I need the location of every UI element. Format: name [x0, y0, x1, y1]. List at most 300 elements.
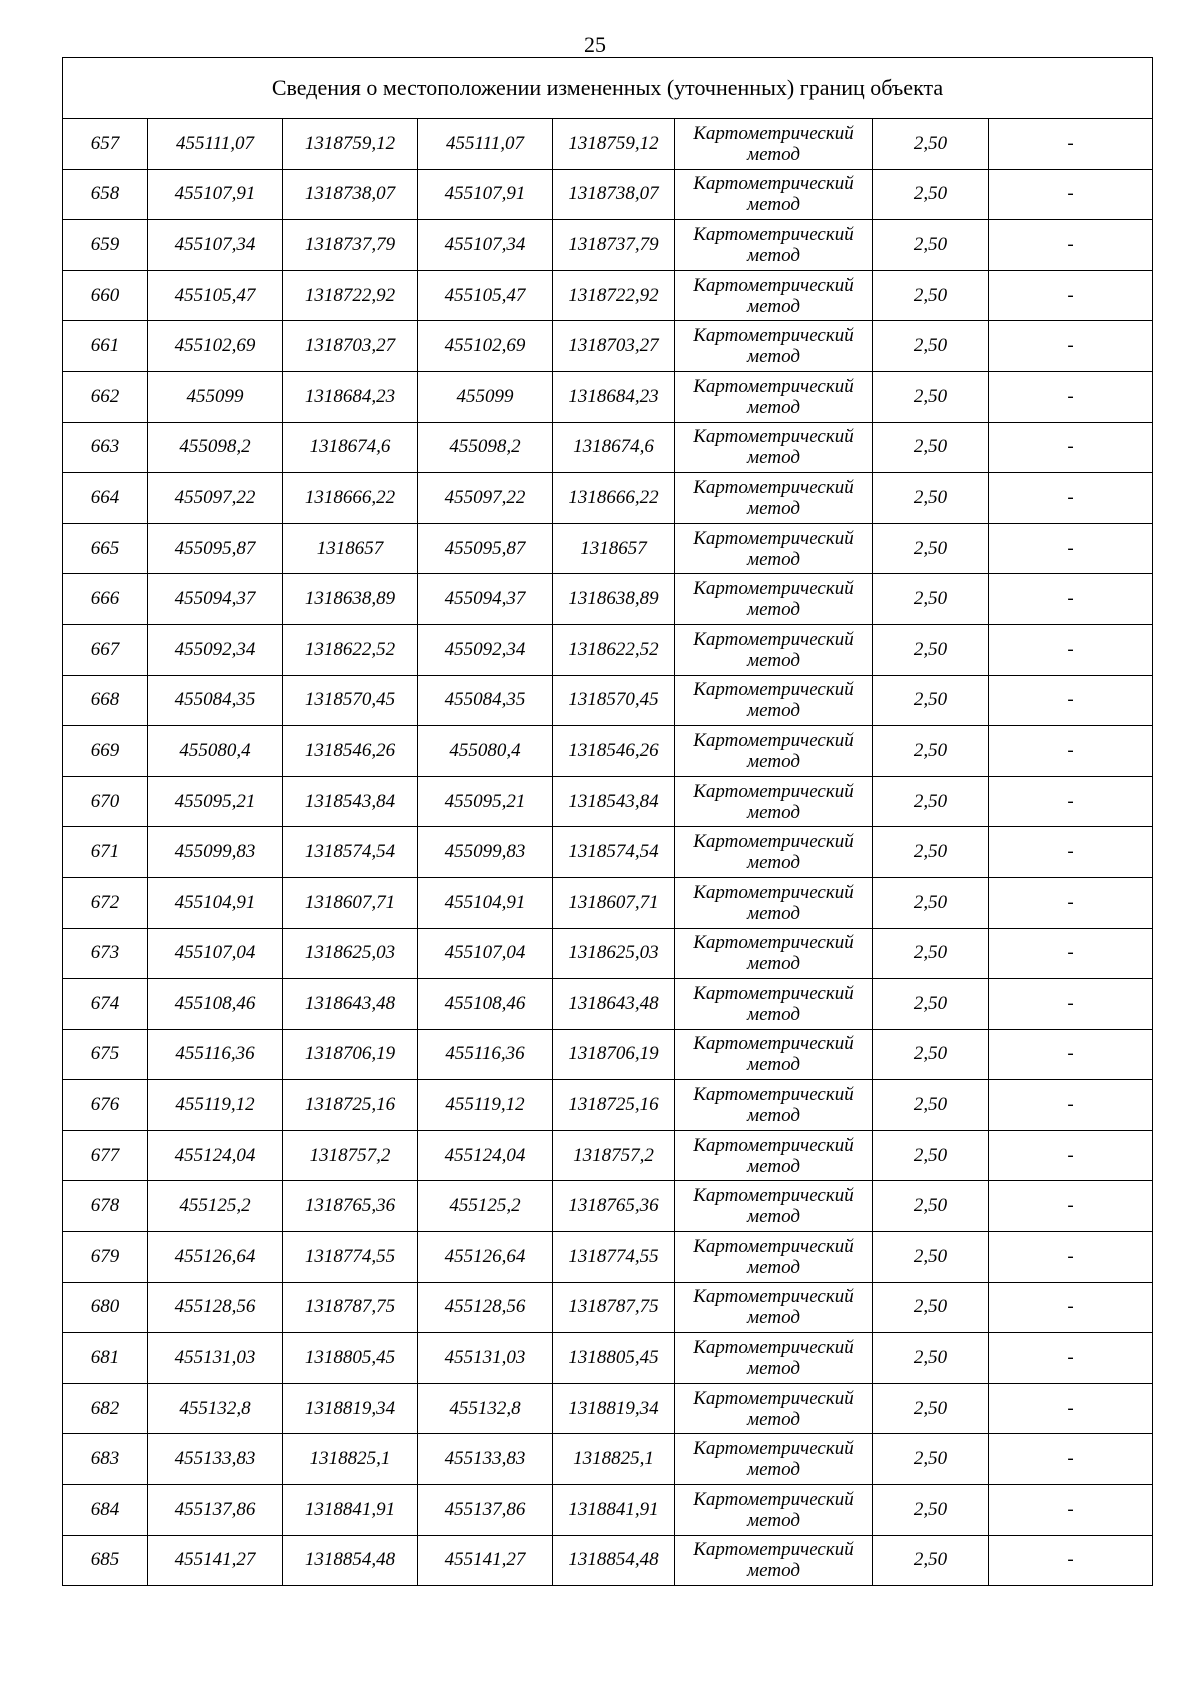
method-line-1: Картометрический [693, 325, 854, 347]
accuracy-cell: 2,50 [873, 979, 989, 1030]
existing-y-cell: 1318738,07 [283, 169, 418, 220]
method-line-2: метод [747, 497, 800, 519]
existing-y-cell: 1318546,26 [283, 726, 418, 777]
table-row [63, 776, 1153, 827]
refined-x-cell: 455126,64 [418, 1232, 553, 1283]
note-cell: - [989, 169, 1153, 220]
note-cell: - [989, 1485, 1153, 1536]
existing-y-cell: 1318570,45 [283, 675, 418, 726]
method-line-1: Картометрический [693, 476, 854, 498]
existing-x-cell: 455095,21 [148, 776, 283, 827]
note-cell: - [989, 1232, 1153, 1283]
method-line-2: метод [747, 346, 800, 368]
point-number-cell: 673 [63, 928, 148, 979]
existing-y-cell: 1318854,48 [283, 1535, 418, 1586]
existing-x-cell: 455126,64 [148, 1232, 283, 1283]
method-line-1: Картометрический [693, 932, 854, 954]
refined-y-cell: 1318819,34 [553, 1383, 675, 1434]
method-cell [675, 169, 873, 220]
method-cell [675, 1434, 873, 1485]
point-number-cell: 660 [63, 270, 148, 321]
method-line-1: Картометрический [693, 223, 854, 245]
note-cell: - [989, 827, 1153, 878]
existing-x-cell: 455099 [148, 371, 283, 422]
point-number-cell: 679 [63, 1232, 148, 1283]
refined-x-cell: 455133,83 [418, 1434, 553, 1485]
refined-y-cell: 1318684,23 [553, 371, 675, 422]
method-cell [675, 1181, 873, 1232]
method-cell [675, 1029, 873, 1080]
refined-y-cell: 1318570,45 [553, 675, 675, 726]
table-row [63, 321, 1153, 372]
table-row [63, 624, 1153, 675]
refined-x-cell: 455102,69 [418, 321, 553, 372]
existing-x-cell: 455116,36 [148, 1029, 283, 1080]
point-number-cell: 664 [63, 473, 148, 524]
table-row [63, 270, 1153, 321]
refined-x-cell: 455128,56 [418, 1282, 553, 1333]
accuracy-cell: 2,50 [873, 523, 989, 574]
refined-y-cell: 1318725,16 [553, 1080, 675, 1131]
existing-x-cell: 455092,34 [148, 624, 283, 675]
note-cell: - [989, 371, 1153, 422]
table-row [63, 422, 1153, 473]
refined-x-cell: 455137,86 [418, 1485, 553, 1536]
accuracy-cell: 2,50 [873, 220, 989, 271]
note-cell: - [989, 877, 1153, 928]
point-number-cell: 666 [63, 574, 148, 625]
existing-y-cell: 1318607,71 [283, 877, 418, 928]
accuracy-cell: 2,50 [873, 624, 989, 675]
table-title: Сведения о местоположении измененных (уточненных) границ объекта [63, 58, 1153, 119]
refined-y-cell: 1318607,71 [553, 877, 675, 928]
table-row [63, 1535, 1153, 1586]
point-number-cell: 671 [63, 827, 148, 878]
method-cell [675, 675, 873, 726]
refined-y-cell: 1318737,79 [553, 220, 675, 271]
existing-x-cell: 455098,2 [148, 422, 283, 473]
point-number-cell: 678 [63, 1181, 148, 1232]
point-number-cell: 667 [63, 624, 148, 675]
note-cell: - [989, 1181, 1153, 1232]
point-number-cell: 665 [63, 523, 148, 574]
refined-x-cell: 455119,12 [418, 1080, 553, 1131]
method-cell [675, 574, 873, 625]
accuracy-cell: 2,50 [873, 726, 989, 777]
refined-y-cell: 1318722,92 [553, 270, 675, 321]
refined-x-cell: 455099 [418, 371, 553, 422]
method-line-1: Картометрический [693, 1438, 854, 1460]
existing-y-cell: 1318706,19 [283, 1029, 418, 1080]
point-number-cell: 672 [63, 877, 148, 928]
table-row [63, 574, 1153, 625]
refined-y-cell: 1318787,75 [553, 1282, 675, 1333]
existing-y-cell: 1318625,03 [283, 928, 418, 979]
existing-y-cell: 1318825,1 [283, 1434, 418, 1485]
method-line-2: метод [747, 1054, 800, 1076]
refined-x-cell: 455107,34 [418, 220, 553, 271]
method-line-2: метод [747, 1155, 800, 1177]
method-line-1: Картометрический [693, 1033, 854, 1055]
existing-x-cell: 455125,2 [148, 1181, 283, 1232]
note-cell: - [989, 1029, 1153, 1080]
method-line-1: Картометрический [693, 1134, 854, 1156]
table-row [63, 1485, 1153, 1536]
refined-y-cell: 1318657 [553, 523, 675, 574]
note-cell: - [989, 1130, 1153, 1181]
method-line-2: метод [747, 700, 800, 722]
method-line-1: Картометрический [693, 527, 854, 549]
method-line-2: метод [747, 649, 800, 671]
existing-x-cell: 455141,27 [148, 1535, 283, 1586]
accuracy-cell: 2,50 [873, 169, 989, 220]
refined-x-cell: 455098,2 [418, 422, 553, 473]
point-number-cell: 681 [63, 1333, 148, 1384]
accuracy-cell: 2,50 [873, 776, 989, 827]
refined-x-cell: 455097,22 [418, 473, 553, 524]
method-cell [675, 270, 873, 321]
method-line-1: Картометрический [693, 679, 854, 701]
method-line-1: Картометрический [693, 173, 854, 195]
existing-x-cell: 455107,91 [148, 169, 283, 220]
refined-x-cell: 455080,4 [418, 726, 553, 777]
existing-y-cell: 1318643,48 [283, 979, 418, 1030]
table-row [63, 1282, 1153, 1333]
point-number-cell: 685 [63, 1535, 148, 1586]
method-cell [675, 422, 873, 473]
existing-x-cell: 455080,4 [148, 726, 283, 777]
note-cell: - [989, 270, 1153, 321]
existing-x-cell: 455097,22 [148, 473, 283, 524]
method-cell [675, 624, 873, 675]
note-cell: - [989, 1282, 1153, 1333]
method-line-2: метод [747, 599, 800, 621]
table-title-row [63, 58, 1153, 119]
method-cell [675, 220, 873, 271]
existing-x-cell: 455124,04 [148, 1130, 283, 1181]
refined-x-cell: 455084,35 [418, 675, 553, 726]
note-cell: - [989, 422, 1153, 473]
accuracy-cell: 2,50 [873, 827, 989, 878]
method-line-2: метод [747, 396, 800, 418]
point-number-cell: 674 [63, 979, 148, 1030]
method-line-1: Картометрический [693, 1539, 854, 1561]
method-line-1: Картометрический [693, 578, 854, 600]
accuracy-cell: 2,50 [873, 1333, 989, 1384]
existing-x-cell: 455099,83 [148, 827, 283, 878]
method-cell [675, 1282, 873, 1333]
accuracy-cell: 2,50 [873, 371, 989, 422]
existing-y-cell: 1318774,55 [283, 1232, 418, 1283]
refined-x-cell: 455132,8 [418, 1383, 553, 1434]
existing-y-cell: 1318622,52 [283, 624, 418, 675]
method-line-2: метод [747, 801, 800, 823]
accuracy-cell: 2,50 [873, 675, 989, 726]
refined-y-cell: 1318666,22 [553, 473, 675, 524]
method-line-2: метод [747, 1509, 800, 1531]
refined-x-cell: 455111,07 [418, 119, 553, 170]
refined-y-cell: 1318825,1 [553, 1434, 675, 1485]
table-row [63, 220, 1153, 271]
point-number-cell: 683 [63, 1434, 148, 1485]
method-cell [675, 321, 873, 372]
existing-x-cell: 455104,91 [148, 877, 283, 928]
point-number-cell: 684 [63, 1485, 148, 1536]
refined-x-cell: 455095,21 [418, 776, 553, 827]
refined-y-cell: 1318805,45 [553, 1333, 675, 1384]
point-number-cell: 661 [63, 321, 148, 372]
method-line-1: Картометрический [693, 628, 854, 650]
method-cell [675, 877, 873, 928]
method-line-2: метод [747, 953, 800, 975]
point-number-cell: 659 [63, 220, 148, 271]
refined-y-cell: 1318643,48 [553, 979, 675, 1030]
existing-x-cell: 455132,8 [148, 1383, 283, 1434]
point-number-cell: 677 [63, 1130, 148, 1181]
existing-y-cell: 1318841,91 [283, 1485, 418, 1536]
refined-y-cell: 1318774,55 [553, 1232, 675, 1283]
method-line-1: Картометрический [693, 1185, 854, 1207]
refined-y-cell: 1318738,07 [553, 169, 675, 220]
existing-x-cell: 455133,83 [148, 1434, 283, 1485]
accuracy-cell: 2,50 [873, 1485, 989, 1536]
method-cell [675, 1485, 873, 1536]
method-cell [675, 979, 873, 1030]
existing-y-cell: 1318725,16 [283, 1080, 418, 1131]
point-number-cell: 657 [63, 119, 148, 170]
accuracy-cell: 2,50 [873, 1434, 989, 1485]
existing-x-cell: 455128,56 [148, 1282, 283, 1333]
method-line-1: Картометрический [693, 375, 854, 397]
refined-y-cell: 1318546,26 [553, 726, 675, 777]
refined-x-cell: 455131,03 [418, 1333, 553, 1384]
method-cell [675, 1080, 873, 1131]
point-number-cell: 669 [63, 726, 148, 777]
table-row [63, 1333, 1153, 1384]
method-line-1: Картометрический [693, 1387, 854, 1409]
accuracy-cell: 2,50 [873, 1130, 989, 1181]
method-cell [675, 523, 873, 574]
refined-x-cell: 455108,46 [418, 979, 553, 1030]
existing-y-cell: 1318684,23 [283, 371, 418, 422]
method-cell [675, 827, 873, 878]
table-row [63, 1130, 1153, 1181]
point-number-cell: 658 [63, 169, 148, 220]
accuracy-cell: 2,50 [873, 321, 989, 372]
existing-y-cell: 1318674,6 [283, 422, 418, 473]
method-cell [675, 776, 873, 827]
existing-x-cell: 455119,12 [148, 1080, 283, 1131]
note-cell: - [989, 473, 1153, 524]
accuracy-cell: 2,50 [873, 422, 989, 473]
point-number-cell: 682 [63, 1383, 148, 1434]
accuracy-cell: 2,50 [873, 1181, 989, 1232]
refined-y-cell: 1318543,84 [553, 776, 675, 827]
note-cell: - [989, 624, 1153, 675]
accuracy-cell: 2,50 [873, 1535, 989, 1586]
refined-y-cell: 1318622,52 [553, 624, 675, 675]
method-line-1: Картометрический [693, 831, 854, 853]
accuracy-cell: 2,50 [873, 1080, 989, 1131]
accuracy-cell: 2,50 [873, 1282, 989, 1333]
accuracy-cell: 2,50 [873, 270, 989, 321]
refined-x-cell: 455116,36 [418, 1029, 553, 1080]
table-row [63, 877, 1153, 928]
existing-x-cell: 455084,35 [148, 675, 283, 726]
table-row [63, 928, 1153, 979]
method-line-2: метод [747, 1206, 800, 1228]
note-cell: - [989, 220, 1153, 271]
existing-y-cell: 1318805,45 [283, 1333, 418, 1384]
method-line-1: Картометрический [693, 1084, 854, 1106]
table-row [63, 675, 1153, 726]
point-number-cell: 668 [63, 675, 148, 726]
existing-y-cell: 1318657 [283, 523, 418, 574]
existing-y-cell: 1318543,84 [283, 776, 418, 827]
method-cell [675, 119, 873, 170]
point-number-cell: 663 [63, 422, 148, 473]
method-line-2: метод [747, 1560, 800, 1582]
refined-y-cell: 1318759,12 [553, 119, 675, 170]
existing-x-cell: 455108,46 [148, 979, 283, 1030]
refined-y-cell: 1318638,89 [553, 574, 675, 625]
table-row [63, 827, 1153, 878]
method-line-2: метод [747, 1358, 800, 1380]
method-line-1: Картометрический [693, 426, 854, 448]
method-line-1: Картометрический [693, 881, 854, 903]
existing-x-cell: 455137,86 [148, 1485, 283, 1536]
existing-x-cell: 455094,37 [148, 574, 283, 625]
existing-x-cell: 455107,34 [148, 220, 283, 271]
method-line-2: метод [747, 1307, 800, 1329]
method-line-2: метод [747, 447, 800, 469]
existing-y-cell: 1318765,36 [283, 1181, 418, 1232]
existing-x-cell: 455105,47 [148, 270, 283, 321]
existing-y-cell: 1318574,54 [283, 827, 418, 878]
method-line-2: метод [747, 852, 800, 874]
table-row [63, 1434, 1153, 1485]
method-line-1: Картометрический [693, 1337, 854, 1359]
method-line-2: метод [747, 1105, 800, 1127]
table-row [63, 473, 1153, 524]
existing-x-cell: 455111,07 [148, 119, 283, 170]
refined-y-cell: 1318706,19 [553, 1029, 675, 1080]
point-number-cell: 676 [63, 1080, 148, 1131]
refined-x-cell: 455104,91 [418, 877, 553, 928]
method-line-2: метод [747, 194, 800, 216]
refined-y-cell: 1318625,03 [553, 928, 675, 979]
table-row [63, 726, 1153, 777]
refined-y-cell: 1318703,27 [553, 321, 675, 372]
refined-x-cell: 455095,87 [418, 523, 553, 574]
note-cell: - [989, 1434, 1153, 1485]
method-cell [675, 1383, 873, 1434]
existing-y-cell: 1318638,89 [283, 574, 418, 625]
note-cell: - [989, 1080, 1153, 1131]
method-cell [675, 726, 873, 777]
method-cell [675, 1535, 873, 1586]
note-cell: - [989, 726, 1153, 777]
method-cell [675, 371, 873, 422]
method-line-2: метод [747, 244, 800, 266]
refined-x-cell: 455094,37 [418, 574, 553, 625]
existing-y-cell: 1318703,27 [283, 321, 418, 372]
table-row [63, 523, 1153, 574]
refined-x-cell: 455107,04 [418, 928, 553, 979]
method-line-2: метод [747, 1408, 800, 1430]
method-line-2: метод [747, 295, 800, 317]
point-number-cell: 670 [63, 776, 148, 827]
refined-x-cell: 455105,47 [418, 270, 553, 321]
point-number-cell: 680 [63, 1282, 148, 1333]
existing-y-cell: 1318819,34 [283, 1383, 418, 1434]
existing-y-cell: 1318666,22 [283, 473, 418, 524]
note-cell: - [989, 675, 1153, 726]
note-cell: - [989, 321, 1153, 372]
existing-x-cell: 455107,04 [148, 928, 283, 979]
table-row [63, 1181, 1153, 1232]
method-line-2: метод [747, 750, 800, 772]
point-number-cell: 662 [63, 371, 148, 422]
accuracy-cell: 2,50 [873, 574, 989, 625]
refined-y-cell: 1318854,48 [553, 1535, 675, 1586]
refined-y-cell: 1318757,2 [553, 1130, 675, 1181]
method-line-2: метод [747, 143, 800, 165]
refined-x-cell: 455125,2 [418, 1181, 553, 1232]
refined-y-cell: 1318574,54 [553, 827, 675, 878]
boundary-coordinates-table [62, 57, 1153, 1586]
refined-y-cell: 1318674,6 [553, 422, 675, 473]
refined-x-cell: 455092,34 [418, 624, 553, 675]
accuracy-cell: 2,50 [873, 877, 989, 928]
table-row [63, 371, 1153, 422]
table-row [63, 1080, 1153, 1131]
method-line-2: метод [747, 902, 800, 924]
table-row [63, 1029, 1153, 1080]
existing-y-cell: 1318759,12 [283, 119, 418, 170]
method-cell [675, 928, 873, 979]
note-cell: - [989, 574, 1153, 625]
note-cell: - [989, 928, 1153, 979]
method-line-1: Картометрический [693, 1286, 854, 1308]
note-cell: - [989, 119, 1153, 170]
method-cell [675, 1232, 873, 1283]
method-line-1: Картометрический [693, 1488, 854, 1510]
accuracy-cell: 2,50 [873, 1029, 989, 1080]
method-line-1: Картометрический [693, 274, 854, 296]
existing-x-cell: 455131,03 [148, 1333, 283, 1384]
point-number-cell: 675 [63, 1029, 148, 1080]
method-line-1: Картометрический [693, 1235, 854, 1257]
refined-y-cell: 1318765,36 [553, 1181, 675, 1232]
accuracy-cell: 2,50 [873, 119, 989, 170]
method-cell [675, 473, 873, 524]
table-row [63, 979, 1153, 1030]
accuracy-cell: 2,50 [873, 1232, 989, 1283]
note-cell: - [989, 776, 1153, 827]
existing-x-cell: 455095,87 [148, 523, 283, 574]
method-line-2: метод [747, 1003, 800, 1025]
existing-y-cell: 1318787,75 [283, 1282, 418, 1333]
method-line-1: Картометрический [693, 780, 854, 802]
note-cell: - [989, 1383, 1153, 1434]
table-row [63, 1383, 1153, 1434]
accuracy-cell: 2,50 [873, 473, 989, 524]
refined-x-cell: 455099,83 [418, 827, 553, 878]
note-cell: - [989, 979, 1153, 1030]
table-row [63, 119, 1153, 170]
table-row [63, 169, 1153, 220]
